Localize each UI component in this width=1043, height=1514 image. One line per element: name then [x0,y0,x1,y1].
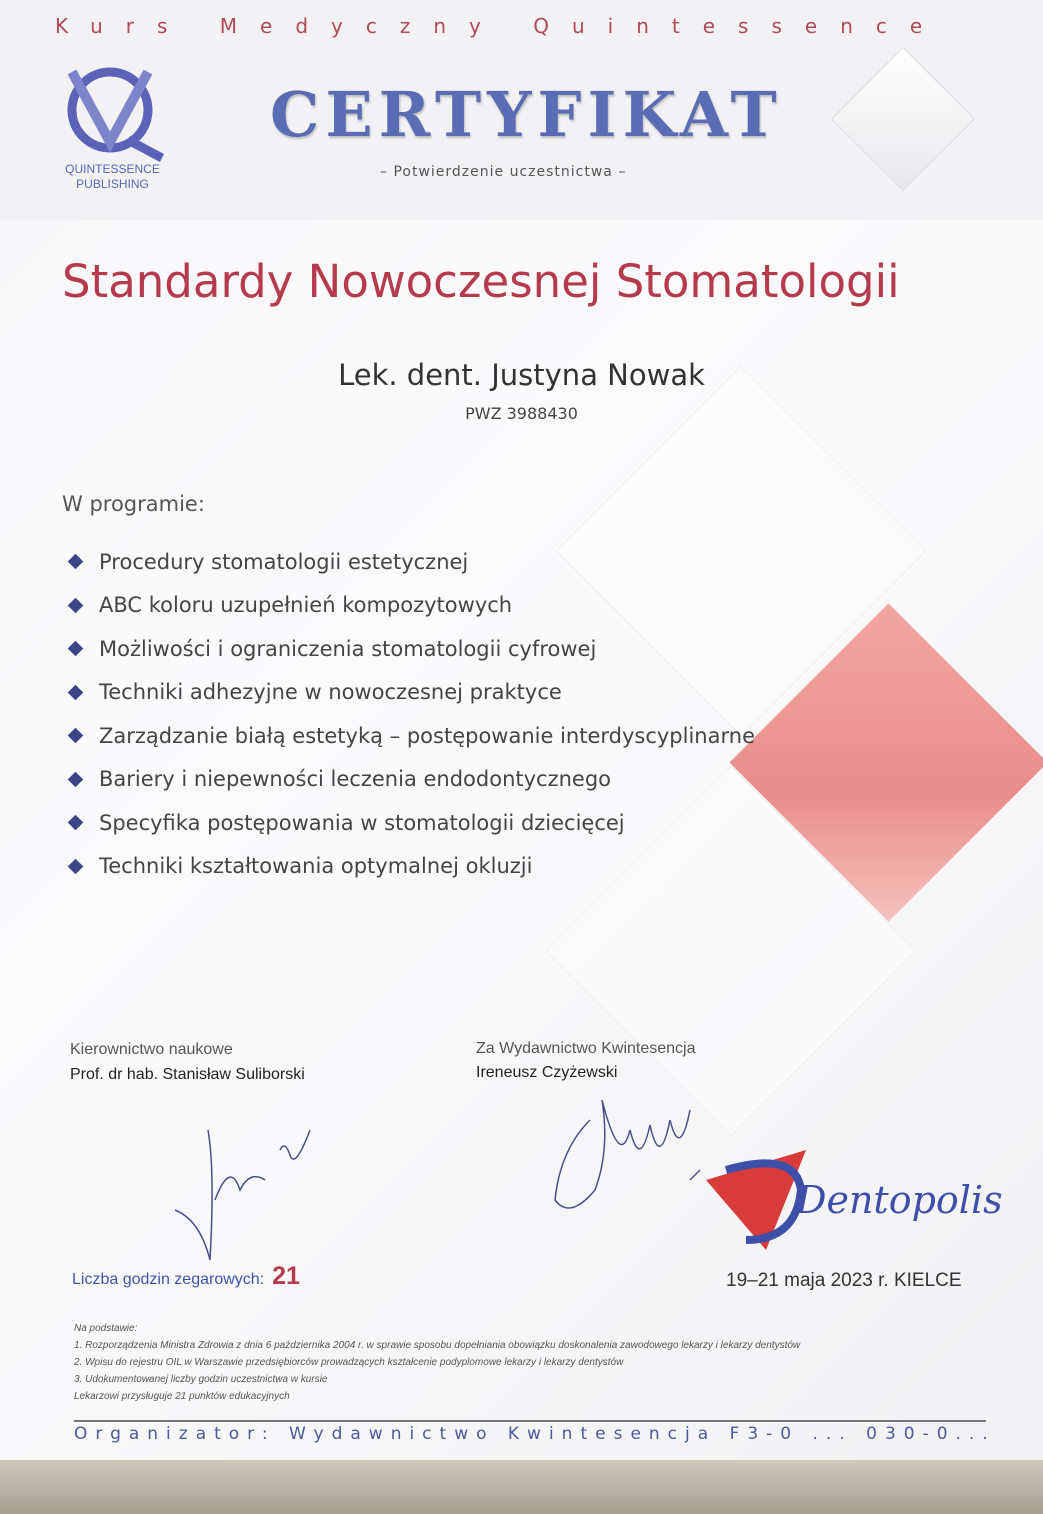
item-text: Możliwości i ograniczenia stomatologii cyfrowej [99,636,597,661]
quintessence-logo [55,62,170,192]
item-text: Techniki kształtowania optymalnej okluzji [99,854,533,879]
qv-logo-icon [58,62,168,162]
legal-line: 2. Wpisu do rejestru OIL w Warszawie przedsiębiorców prowadzących kształcenie podyplomowe lekarzy i lekarzy dentystów [74,1357,624,1368]
diamond-bullet-icon [68,728,84,744]
list-item [66,758,755,802]
participant-name: Lek. dent. Justyna Nowak [338,358,705,392]
item-text: Techniki adhezyjne w nowoczesnej praktyce [99,680,562,705]
list-item [66,801,755,845]
course-title: Standardy Nowoczesnej Stomatologii [62,255,900,308]
legal-basis [74,1320,800,1405]
diamond-bullet-icon [68,858,84,874]
certificate-subtitle: – Potwierdzenie uczestnictwa – [380,164,627,180]
photo-background-edge [0,1460,1043,1514]
list-item [66,584,755,628]
legal-line: 3. Udokumentowanej liczby godzin uczestnictwa w kursie [74,1374,328,1385]
item-text: Bariery i niepewności leczenia endodontycznego [99,767,612,792]
right-signature-label: Za Wydawnictwo Kwintesencja [476,1040,696,1057]
item-text: Procedury stomatologii estetycznej [99,549,469,574]
dentopolis-logo-text: Dentopolis [796,1178,1003,1222]
item-text: Zarządzanie białą estetyką – postępowanie interdyscyplinarne [99,723,755,748]
organizer-line: Organizator: Wydawnictwo Kwintesencja F3-0 ... 030-0... [74,1424,996,1444]
program-label: W programie: [62,492,205,516]
logo-text-2: PUBLISHING [76,177,149,191]
list-item [66,540,755,584]
diamond-bullet-icon [68,597,84,613]
list-item [66,845,755,889]
legal-line: 1. Rozporządzenia Ministra Zdrowia z dnia 6 października 2004 r. w sprawie sposobu dopełniania obowiązku doskonalenia zawodowego lekarzy i lekarzy dentystów [74,1340,801,1351]
right-signature-icon [550,1090,710,1240]
list-item [66,627,755,671]
logo-text-1: QUINTESSENCE [65,162,160,176]
course-series-line: Kurs Medyczny Quintessence [55,14,946,38]
right-signature-name: Ireneusz Czyżewski [476,1064,618,1081]
diamond-bullet-icon [68,815,84,831]
item-text: Specyfika postępowania w stomatologii dziecięcej [99,810,625,835]
legal-line: Na podstawie: [74,1323,138,1334]
program-list [66,540,755,888]
list-item [66,671,755,715]
left-signature-icon [170,1110,330,1270]
hours-value: 21 [272,1262,300,1290]
left-signature-label: Kierownictwo naukowe [70,1041,233,1058]
item-text: ABC koloru uzupełnień kompozytowych [99,593,513,618]
footer-divider [74,1420,986,1422]
list-item [66,714,755,758]
hours-label: Liczba godzin zegarowych: [72,1271,265,1288]
left-signature-name: Prof. dr hab. Stanisław Suliborski [70,1066,305,1083]
diamond-bullet-icon [68,684,84,700]
diamond-bullet-icon [68,641,84,657]
participant-pwz: PWZ 3988430 [465,404,578,423]
date-place: 19–21 maja 2023 r. KIELCE [726,1270,962,1291]
diamond-bullet-icon [68,554,84,570]
certificate-title: CERTYFIKAT [270,78,783,151]
legal-line: Lekarzowi przysługuje 21 punktów edukacyjnych [74,1391,290,1402]
diamond-bullet-icon [68,771,84,787]
hours [72,1262,300,1291]
